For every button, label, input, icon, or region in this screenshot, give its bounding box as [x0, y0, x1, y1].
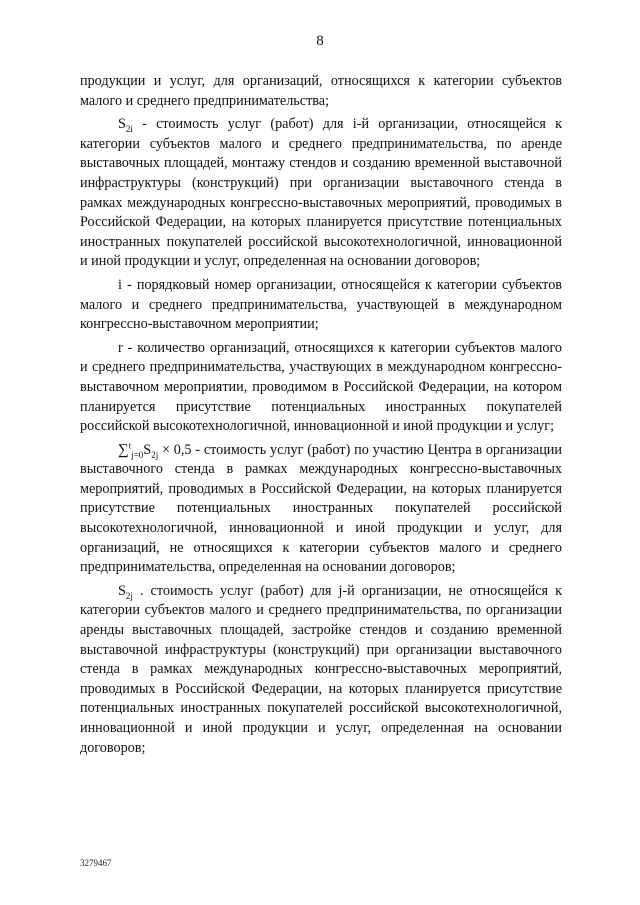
paragraph-continuation: продукции и услуг, для организаций, относящихся к категории субъектов малого и среднего предпринимательства; — [80, 73, 562, 109]
sum-lower-limit: j=0 — [131, 449, 144, 460]
formula-symbol-r: r — [118, 339, 123, 356]
paragraph-r-definition — [80, 339, 562, 437]
formula-symbol-i: i — [118, 276, 122, 293]
definition-text: . стоимость услуг (работ) для j-й организации, не относящейся к категории субъектов малого и среднего предпринимательства, по организации аренды выставочных площадей, застройке стендов и созданию временной выставочной инфраструктуры (конструкций) при организации выставочного стенда в рамках международных конгрессно-выставочных мероприятий, проводимых в Российской Федерации, на которых планируется присутствие потенциальных иностранных покупателей российской высокотехнологичной, инновационной и иной продукции и услуг, определенная на основании договоров; — [80, 582, 562, 756]
document-body — [80, 72, 562, 758]
formula-symbol-s2j: $S_{2j}$ — [118, 582, 133, 601]
document-code: 3279467 — [80, 858, 112, 868]
sum-upper-limit: t — [128, 439, 132, 450]
paragraph-s2i-definition — [80, 115, 562, 272]
definition-text: - количество организаций, относящихся к категории субъектов малого и среднего предпринимательства, участвующих в международном конгрессно-выставочном мероприятии, проводимом в Российской Федерации, на котором планируется присутствие потенциальных иностранных покупателей российской высокотехнологичной, инновационной и иной продукции и услуг; — [80, 339, 562, 435]
paragraph-s2j-definition — [80, 582, 562, 758]
definition-text: - стоимость услуг (работ) для i-й организации, относящейся к категории субъектов малого и среднего предпринимательства, по аренде выставочных площадей, монтажу стендов и созданию временной выставочной инфраструктуры (конструкций) при организации выставочного стенда в рамках международных конгрессно-выставочных мероприятий, проводимых в Российской Федерации, на которых планируется присутствие потенциальных иностранных покупателей российской высокотехнологичной, инновационной и иной продукции и услуг, определенная на основании договоров; — [80, 116, 562, 270]
formula-sum-expression: $\sum^t_{j=0}S_{2j} \times 0,5$ — [118, 439, 192, 460]
page-number: 8 — [316, 33, 324, 49]
paragraph-sum-definition — [80, 441, 562, 578]
paragraph-i-definition — [80, 276, 562, 335]
formula-symbol-s2i: $S_{2i}$ — [118, 116, 133, 135]
definition-text: - стоимость услуг (работ) по участию Центра в организации выставочного стенда в рамках международных конгрессно-выставочных мероприятий, проводимых в Российской Федерации, на которых планируется присутствие потенциальных иностранных покупателей российской высокотехнологичной, инновационной и иной продукции и услуг, для организаций, не относящихся к категории субъектов малого и среднего предпринимательства, определенная на основании договоров; — [80, 441, 562, 576]
sum-sign: ∑ — [118, 441, 129, 458]
definition-text: - порядковый номер организации, относящейся к категории субъектов малого и среднего предпринимательства, участвующей в международном конгрессно-выставочном мероприятии; — [80, 276, 562, 333]
